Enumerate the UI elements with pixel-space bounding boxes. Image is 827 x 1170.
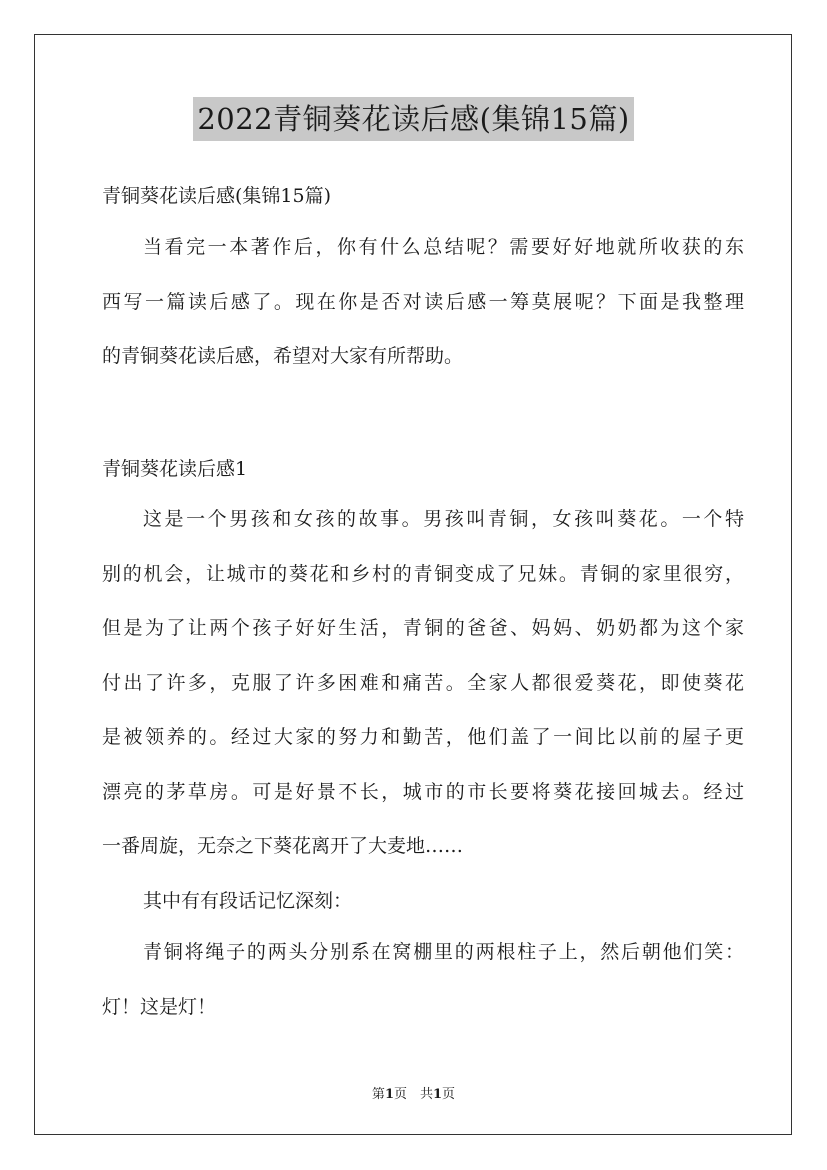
story-line: 漂亮的茅草房。可是好景不长，城市的市长要将葵花接回城去。经过 bbox=[102, 780, 744, 803]
page-mid: 页 共 bbox=[393, 1087, 433, 1102]
intro-line: 当看完一本著作后，你有什么总结呢？需要好好地就所收获的东 bbox=[143, 236, 744, 258]
story-line: 别的机会，让城市的葵花和乡村的青铜变成了兄妹。青铜的家里很穷， bbox=[102, 562, 744, 585]
intro-line: 西写一篇读后感了。现在你是否对读后感一筹莫展呢？下面是我整理 bbox=[102, 290, 744, 313]
title-container bbox=[0, 97, 827, 141]
quote-line: 青铜将绳子的两头分别系在窝棚里的两根柱子上，然后朝他们笑： bbox=[143, 941, 744, 963]
page-suffix: 页 bbox=[442, 1087, 456, 1102]
quote-line: 灯！这是灯！ bbox=[102, 995, 217, 1018]
section-heading: 青铜葵花读后感1 bbox=[102, 458, 248, 480]
story-line: 这是一个男孩和女孩的故事。男孩叫青铜，女孩叫葵花。一个特 bbox=[143, 508, 744, 530]
memory-line: 其中有有段话记忆深刻： bbox=[143, 890, 353, 912]
story-line: 一番周旋，无奈之下葵花离开了大麦地…… bbox=[102, 835, 464, 857]
total-pages: 1 bbox=[433, 1087, 443, 1102]
page-footer bbox=[0, 1083, 827, 1102]
story-line: 是被领养的。经过大家的努力和勤苦，他们盖了一间比以前的屋子更 bbox=[102, 726, 744, 748]
quote-paragraph bbox=[102, 925, 744, 1034]
story-line: 付出了许多，克服了许多困难和痛苦。全家人都很爱葵花，即使葵花 bbox=[102, 671, 744, 694]
page-prefix: 第 bbox=[371, 1087, 385, 1102]
story-paragraph bbox=[102, 492, 744, 874]
intro-paragraph bbox=[102, 220, 744, 384]
document-title: 2022青铜葵花读后感(集锦15篇) bbox=[193, 97, 633, 141]
page-number: 1 bbox=[384, 1087, 394, 1102]
story-line: 但是为了让两个孩子好好生活，青铜的爸爸、妈妈、奶奶都为这个家 bbox=[102, 617, 744, 639]
intro-line: 的青铜葵花读后感，希望对大家有所帮助。 bbox=[102, 345, 464, 367]
document-subtitle: 青铜葵花读后感(集锦15篇) bbox=[102, 185, 332, 207]
